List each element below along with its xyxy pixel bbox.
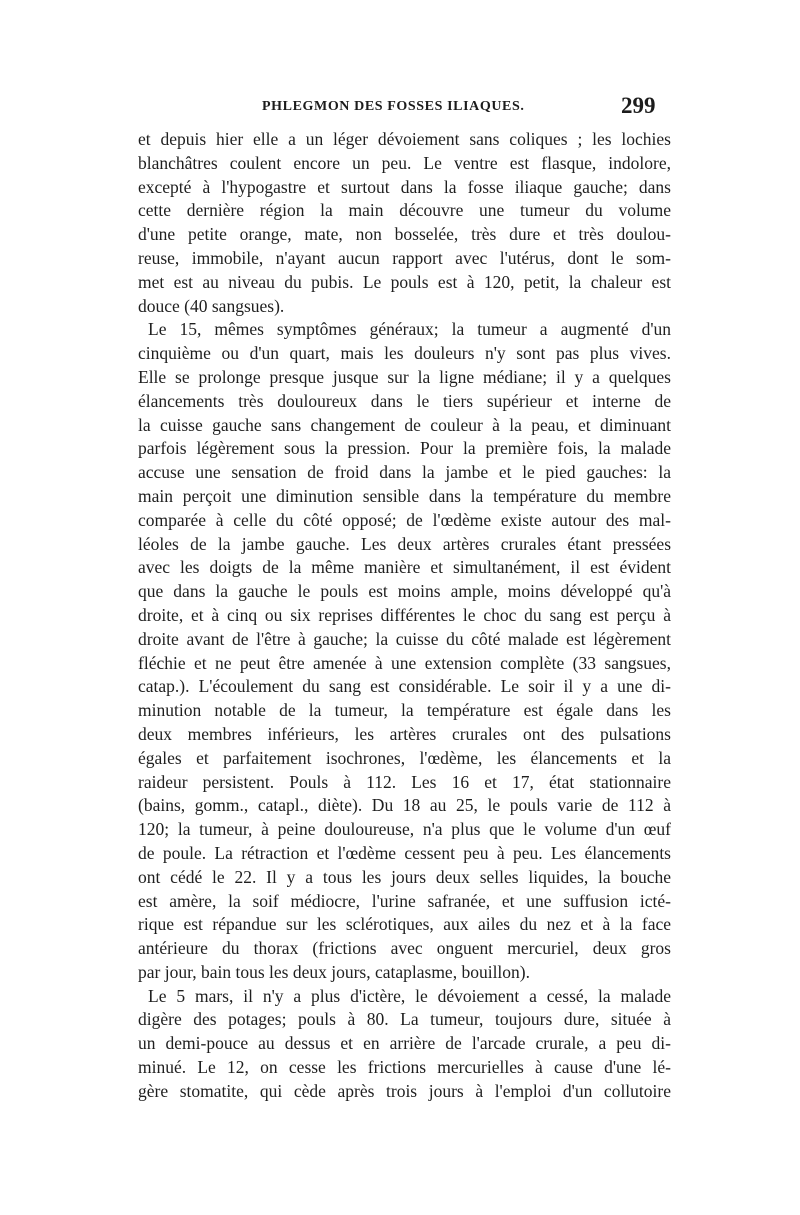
text-line: raideur persistent. Pouls à 112. Les 16 et 17, état stationnaire xyxy=(138,771,671,792)
text-line: rique est répandue sur les sclérotiques, aux ailes du nez et à la face xyxy=(138,914,671,935)
text-line: est amère, la soif médiocre, l'urine safranée, et une suffusion icté- xyxy=(138,890,671,911)
text-line: égales et parfaitement isochrones, l'œdème, les élancements et la xyxy=(138,747,671,768)
page-number: 299 xyxy=(621,93,656,118)
text-line: droite, et à cinq ou six reprises différentes le choc du sang est perçu à xyxy=(138,604,671,625)
text-line: minué. Le 12, on cesse les frictions mercurielles à cause d'une lé- xyxy=(138,1057,671,1078)
text-line: et depuis hier elle a un léger dévoiement sans coliques ; les lochies xyxy=(138,129,671,149)
text-line: que dans la gauche le pouls est moins ample, moins développé qu'à xyxy=(138,581,671,602)
text-line: fléchie et ne peut être amenée à une extension complète (33 sangsues, xyxy=(138,652,671,673)
text-line: antérieure du thorax (frictions avec onguent mercuriel, deux gros xyxy=(138,938,671,959)
text-line: met est au niveau du pubis. Le pouls est à 120, petit, la chaleur est xyxy=(138,271,671,292)
text-line: par jour, bain tous les deux jours, cataplasme, bouillon). xyxy=(138,961,530,982)
text-line: d'une petite orange, mate, non bosselée, très dure et très doulou- xyxy=(138,224,671,245)
text-line: Le 15, mêmes symptômes généraux; la tumeur a augmenté d'un xyxy=(148,319,671,340)
text-line: léoles de la jambe gauche. Les deux artères crurales étant pressées xyxy=(138,533,671,554)
text-line: digère des potages; pouls à 80. La tumeur, toujours dure, située à xyxy=(138,1009,671,1030)
text-line: main perçoit une diminution sensible dans la température du membre xyxy=(138,485,671,506)
text-line: comparée à celle du côté opposé; de l'œdème existe autour des mal- xyxy=(138,509,671,530)
text-line: cette dernière région la main découvre une tumeur du volume xyxy=(138,200,671,221)
text-line: droite avant de l'être à gauche; la cuisse du côté malade est légèrement xyxy=(138,628,671,649)
text-line: parfois légèrement sous la pression. Pour la première fois, la malade xyxy=(138,438,671,459)
body-text xyxy=(138,128,671,1104)
text-line: ont cédé le 22. Il y a tous les jours deux selles liquides, la bouche xyxy=(138,866,671,887)
text-line: (bains, gomm., catapl., diète). Du 18 au 25, le pouls varie de 112 à xyxy=(138,795,671,816)
text-line: avec les doigts de la même manière et simultanément, il est évident xyxy=(138,557,671,578)
text-line: deux membres inférieurs, les artères crurales ont des pulsations xyxy=(138,723,671,744)
text-line: élancements très douloureux dans le tiers supérieur et interne de xyxy=(138,390,671,411)
text-line: reuse, immobile, n'ayant aucun rapport avec l'utérus, dont le som- xyxy=(138,247,671,268)
text-line: de poule. La rétraction et l'œdème cessent peu à peu. Les élancements xyxy=(138,842,671,863)
text-line: Elle se prolonge presque jusque sur la ligne médiane; il y a quelques xyxy=(138,366,671,387)
running-head: PHLEGMON DES FOSSES ILIAQUES. xyxy=(262,99,525,114)
text-line: gère stomatite, qui cède après trois jours à l'emploi d'un collutoire xyxy=(138,1080,671,1101)
text-line: blanchâtres coulent encore un peu. Le ventre est flasque, indolore, xyxy=(138,152,671,173)
text-line: excepté à l'hypogastre et surtout dans la fosse iliaque gauche; dans xyxy=(138,176,671,197)
text-line: Le 5 mars, il n'y a plus d'ictère, le dévoiement a cessé, la malade xyxy=(148,985,671,1006)
text-line: la cuisse gauche sans changement de couleur à la peau, et diminuant xyxy=(138,414,671,435)
text-line: minution notable de la tumeur, la température est égale dans les xyxy=(138,700,671,721)
text-line: 120; la tumeur, à peine douloureuse, n'a plus que le volume d'un œuf xyxy=(138,819,671,840)
text-line: accuse une sensation de froid dans la jambe et le pied gauches: la xyxy=(138,462,671,483)
text-line: catap.). L'écoulement du sang est considérable. Le soir il y a une di- xyxy=(138,676,671,697)
text-line: cinquième ou d'un quart, mais les douleurs n'y sont pas plus vives. xyxy=(138,343,671,364)
text-line: un demi-pouce au dessus et en arrière de l'arcade crurale, a peu di- xyxy=(138,1033,671,1054)
text-line: douce (40 sangsues). xyxy=(138,295,285,316)
